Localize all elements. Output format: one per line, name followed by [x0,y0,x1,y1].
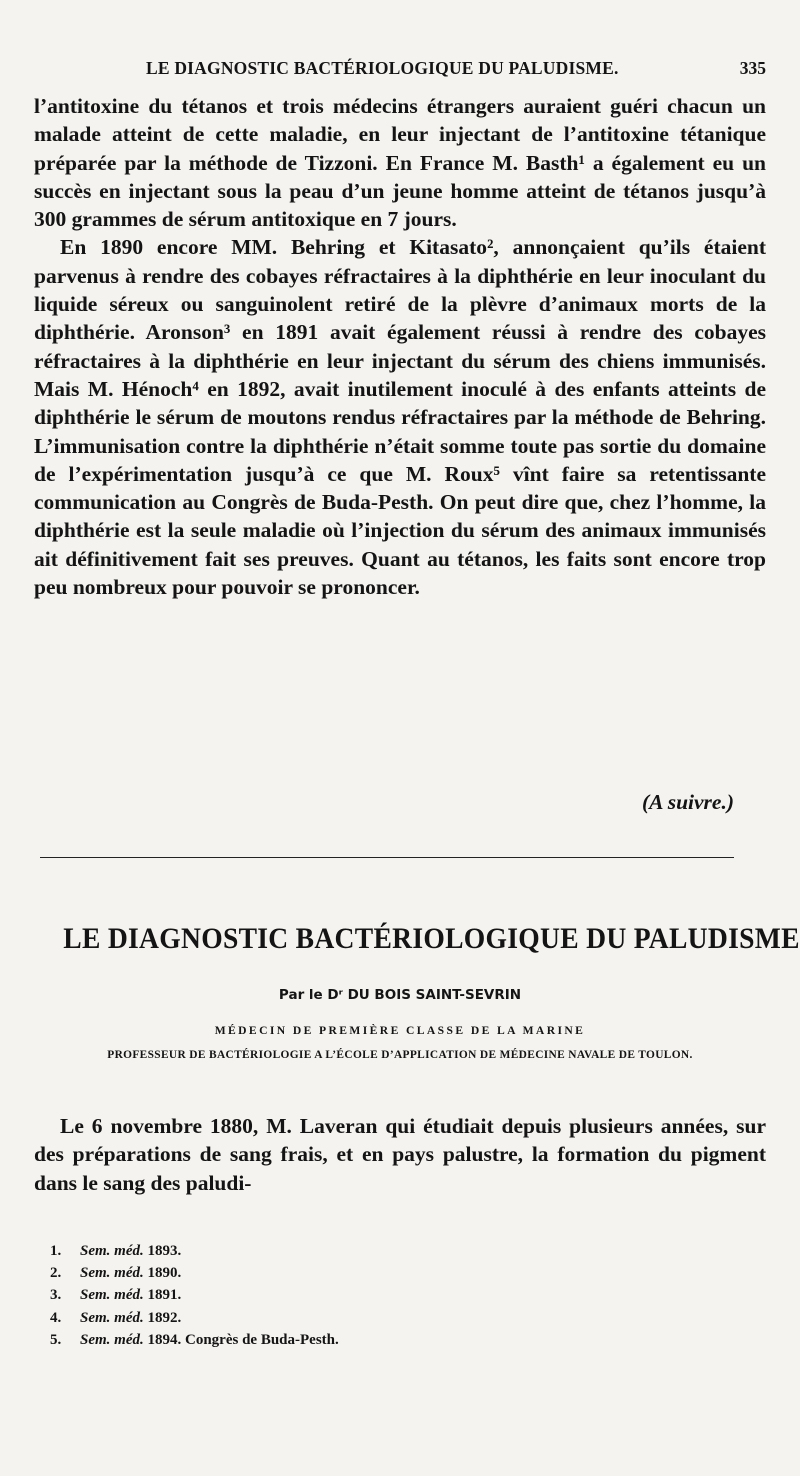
continued-text [34,92,766,601]
author-affiliation: MÉDECIN DE PREMIÈRE CLASSE DE LA MARINE [214,1024,586,1037]
author-affiliation: PROFESSEUR DE BACTÉRIOLOGIE A L’ÉCOLE D’APPLICATION DE MÉDECINE NAVALE DE TOULON. [107,1049,693,1061]
article-body [34,1112,766,1197]
footnote-text: 1891. [147,1287,182,1304]
footnote-number: 1. [50,1243,62,1259]
footnote-source: Sem. méd. [80,1265,144,1282]
section-divider [40,857,734,858]
to-be-continued: (A suivre.) [642,790,734,814]
article-title: LE DIAGNOSTIC BACTÉRIOLOGIQUE DU PALUDISME [63,922,800,955]
footnote [50,1307,750,1329]
running-head [34,58,766,82]
footnote [50,1329,750,1351]
page-number: 335 [739,58,766,78]
footnote [50,1240,750,1262]
footnote-source: Sem. méd. [80,1331,144,1348]
footnote-number: 2. [50,1265,62,1282]
footnote-source: Sem. méd. [80,1243,144,1259]
footnote-text: 1892. [147,1309,182,1326]
paragraph: l’antitoxine du tétanos et trois médecins étrangers auraient guéri chacun un malade atteint de cette maladie, en leur injectant de l’antitoxine tétanique préparée par la méthode de Tizzoni. En France M. Basth¹ a également eu un succès en injectant sous la peau d’un jeune homme atteint de tétanos jusqu’à 300 grammes de sérum antitoxique en 7 jours. [34,94,766,232]
footnote [50,1284,750,1306]
footnote-source: Sem. méd. [80,1309,144,1326]
paragraph: En 1890 encore MM. Behring et Kitasato², annonçaient qu’ils étaient parvenus à rendre des cobayes réfractaires à la diphthérie en leur inoculant du liquide séreux ou sanguinolent retiré de la plèvre d’animaux morts de la diphthérie. Aronson³ en 1891 avait également réussi à rendre des cobayes réfractaires à la diphthérie en leur injectant du sérum des chiens immunisés. Mais M. Hénoch⁴ en 1892, avait inutilement inoculé à des enfants atteints de diphthérie le sérum de moutons rendus réfractaires par la méthode de Behring. L’immunisation contre la diphthérie n’était somme toute pas sortie du domaine de l’expérimentation jusqu’à ce que M. Roux⁵ vînt faire sa retentissante communication au Congrès de Buda-Pesth. On peut dire que, chez l’homme, la diphthérie est la seule maladie où l’injection du sérum des animaux immunisés ait définitivement fait ses preuves. Quant au tétanos, les faits sont encore trop peu nombreux pour pouvoir se prononcer. [34,235,766,600]
footnote-number: 3. [50,1287,62,1304]
footnote-text: 1893. [147,1243,182,1259]
footnote [50,1262,750,1284]
footnotes [50,1240,750,1351]
paragraph: Le 6 novembre 1880, M. Laveran qui étudiait depuis plusieurs années, sur des préparations de sang frais, et en pays palustre, la formation du pigment dans le sang des paludi- [34,1114,766,1195]
running-title: LE DIAGNOSTIC BACTÉRIOLOGIQUE DU PALUDISME. [146,58,619,78]
author-byline: Par le Dʳ DU BOIS SAINT-SEVRIN [278,987,522,1003]
footnote-number: 4. [50,1309,62,1326]
footnote-text: 1890. [147,1265,182,1282]
footnote-source: Sem. méd. [80,1287,144,1304]
footnote-text: 1894. Congrès de Buda-Pesth. [147,1331,339,1348]
footnote-number: 5. [50,1331,62,1348]
